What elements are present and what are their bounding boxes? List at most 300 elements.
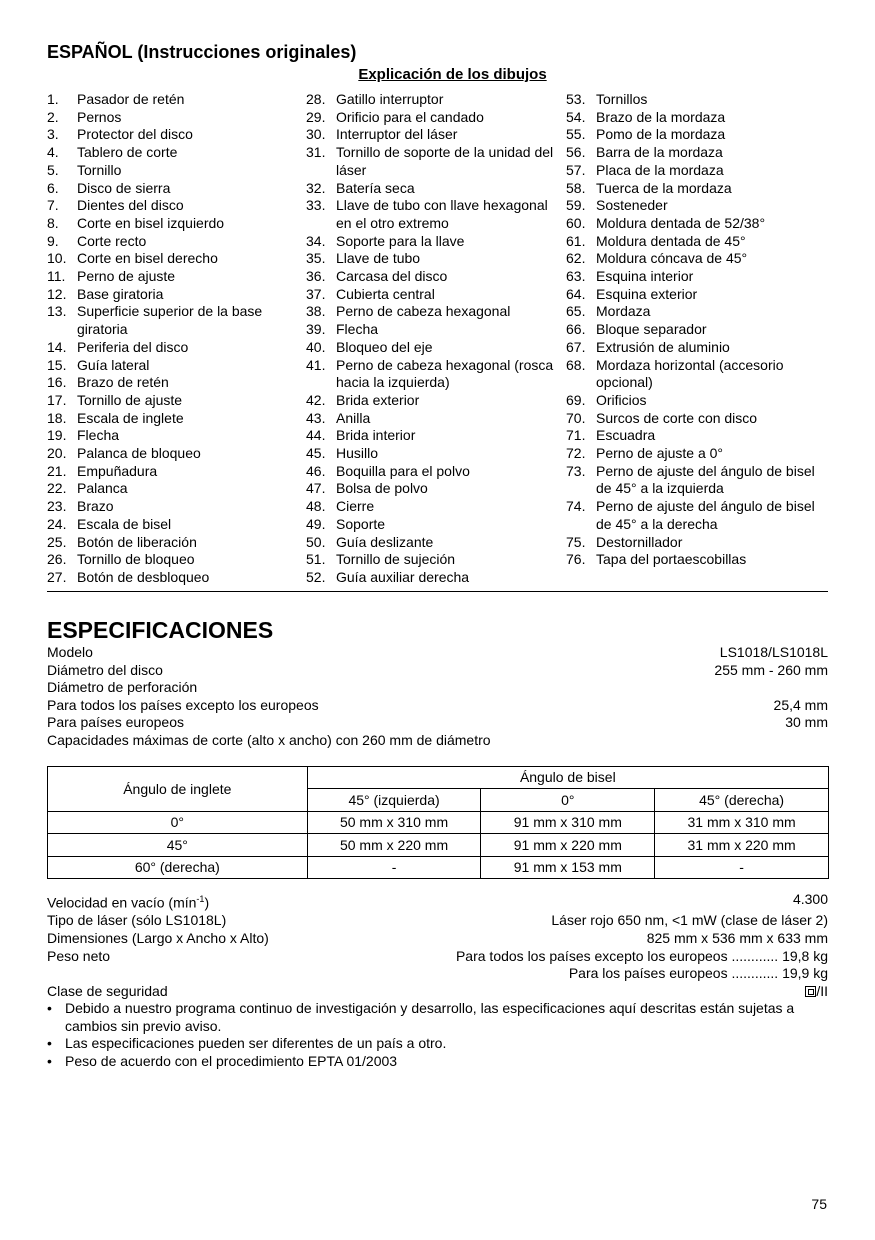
- legend-item-number: 67.: [566, 338, 586, 355]
- spec-notes: [47, 1000, 828, 1070]
- spec-label: Capacidades máximas de corte (alto x ancho) con 260 mm de diámetro: [47, 731, 491, 748]
- legend-item-label: Botón de liberación: [77, 533, 197, 550]
- legend-item-number: 5.: [47, 161, 59, 178]
- spec-value: Para todos los países excepto los europeos ............ 19,8 kg: [455, 947, 828, 964]
- legend-column-3: [566, 91, 828, 569]
- legend-item-number: 40.: [306, 338, 326, 355]
- legend-item: [306, 303, 561, 321]
- legend-item-number: 21.: [47, 462, 67, 479]
- legend-item: [306, 445, 561, 463]
- legend-item: [47, 286, 302, 304]
- legend-item-label: Cubierta central: [336, 285, 435, 302]
- legend-item-number: 73.: [566, 462, 586, 479]
- legend-item: [47, 215, 302, 233]
- legend-item-number: 2.: [47, 108, 59, 125]
- spec-row-weight-eu: [47, 965, 828, 983]
- legend-item-number: 28.: [306, 91, 326, 107]
- legend-item-number: 4.: [47, 144, 59, 161]
- legend-item-label: Mordaza: [596, 303, 651, 320]
- legend-item-number: 22.: [47, 480, 67, 497]
- legend-item: [566, 250, 828, 268]
- legend-item-number: 71.: [566, 427, 586, 444]
- legend-item-label: Base giratoria: [77, 285, 164, 302]
- legend-item: [566, 445, 828, 463]
- legend-item: [566, 215, 828, 233]
- legend-item: [566, 357, 828, 392]
- spec-value: Láser rojo 650 nm, <1 mW (clase de láser 2): [551, 912, 828, 929]
- legend-item-number: 47.: [306, 480, 326, 497]
- legend-item: [306, 569, 561, 587]
- list-item: • Peso de acuerdo con el procedimiento EPTA 01/2003: [47, 1053, 398, 1070]
- legend-item-number: 58.: [566, 179, 586, 196]
- table-cell: 50 mm x 310 mm: [307, 811, 481, 834]
- table-row: [48, 834, 829, 857]
- spec-row-safety: [47, 983, 828, 1001]
- legend-item: [566, 233, 828, 251]
- legend-item-label: Palanca: [77, 480, 128, 497]
- legend-item-number: 66.: [566, 321, 586, 338]
- legend-item: [47, 357, 302, 375]
- legend-item-label: Tornillos: [596, 91, 648, 107]
- legend-item: [47, 268, 302, 286]
- table-row: [48, 811, 829, 834]
- legend-item-number: 32.: [306, 179, 326, 196]
- legend-item-number: 42.: [306, 391, 326, 408]
- legend-item-number: 23.: [47, 498, 67, 515]
- legend-item-label: Gatillo interruptor: [336, 91, 444, 107]
- spec-label: Diámetro de perforación: [47, 679, 198, 696]
- legend-item-number: 41.: [306, 356, 326, 373]
- legend-item-number: 18.: [47, 409, 67, 426]
- legend-item-label: Bolsa de polvo: [336, 480, 428, 497]
- legend-item-label: Brida interior: [336, 427, 416, 444]
- table-cell: 31 mm x 220 mm: [655, 834, 829, 857]
- legend-item-number: 48.: [306, 498, 326, 515]
- legend-item-label: Barra de la mordaza: [596, 144, 723, 161]
- legend-item-number: 62.: [566, 250, 586, 267]
- spec-row-speed: [47, 891, 828, 912]
- drawings-title: Explicación de los dibujos: [358, 66, 547, 83]
- legend-item: [47, 392, 302, 410]
- spec-row-laser: [47, 912, 828, 930]
- spec-row-capacity: [47, 732, 828, 750]
- legend-item: [47, 498, 302, 516]
- legend-item-label: Corte en bisel derecho: [77, 250, 218, 267]
- legend-item-number: 33.: [306, 197, 326, 214]
- legend-item: [47, 410, 302, 428]
- legend-item-label: Pomo de la mordaza: [596, 126, 726, 143]
- legend-item: [47, 551, 302, 569]
- spec-row-disc: [47, 662, 828, 680]
- legend-item: [306, 250, 561, 268]
- legend-item: [47, 463, 302, 481]
- spec-label: Para todos los países excepto los europeos: [47, 696, 319, 713]
- legend-item: [306, 180, 561, 198]
- bullet: •: [47, 1053, 52, 1070]
- legend-item: [306, 516, 561, 534]
- specs-title: ESPECIFICACIONES: [47, 617, 274, 643]
- legend-item: [566, 180, 828, 198]
- spec-label: Clase de seguridad: [47, 982, 168, 999]
- legend-item-label: Moldura cóncava de 45°: [596, 250, 748, 267]
- bullet: •: [47, 1000, 52, 1017]
- legend-item-label: Batería seca: [336, 179, 415, 196]
- legend-item-label: Corte recto: [77, 232, 147, 249]
- legend-item: [566, 498, 828, 533]
- legend-item-number: 57.: [566, 161, 586, 178]
- legend-item-label: Moldura dentada de 45°: [596, 232, 746, 249]
- bullet: •: [47, 1035, 52, 1052]
- legend-item-number: 60.: [566, 214, 586, 231]
- table-cell: 31 mm x 310 mm: [655, 811, 829, 834]
- legend-item: [306, 463, 561, 481]
- legend-item: [306, 534, 561, 552]
- cutting-capacity-table: [47, 766, 829, 880]
- legend-item-label: Soporte: [336, 515, 386, 532]
- legend-item: [47, 126, 302, 144]
- legend-item-number: 30.: [306, 126, 326, 143]
- spec-label: Dimensiones (Largo x Ancho x Alto): [47, 929, 269, 946]
- legend-item: [47, 303, 302, 338]
- legend-item-label: Surcos de corte con disco: [596, 409, 758, 426]
- legend-item-label: Tuerca de la mordaza: [596, 179, 732, 196]
- legend-item-number: 69.: [566, 391, 586, 408]
- legend-item-number: 44.: [306, 427, 326, 444]
- legend-column-1: [47, 91, 302, 587]
- spec-value: 255 mm - 260 mm: [714, 661, 828, 678]
- legend-item-number: 39.: [306, 321, 326, 338]
- legend-item-label: Perno de cabeza hexagonal: [336, 303, 511, 320]
- legend-item-number: 6.: [47, 179, 59, 196]
- spec-row-bore-eu: [47, 714, 828, 732]
- legend-item-number: 64.: [566, 285, 586, 302]
- legend-item-label: Superficie superior de la base giratoria: [77, 303, 263, 338]
- legend-item-label: Placa de la mordaza: [596, 161, 724, 178]
- legend-item-number: 59.: [566, 197, 586, 214]
- bevel-col-header: 0°: [481, 789, 655, 812]
- legend-item-number: 14.: [47, 338, 67, 355]
- legend-item-label: Tablero de corte: [77, 144, 178, 161]
- legend-item: [47, 516, 302, 534]
- legend-item: [566, 551, 828, 569]
- legend-item-label: Llave de tubo con llave hexagonal en el otro extremo: [336, 197, 548, 231]
- legend-item-label: Llave de tubo: [336, 250, 421, 267]
- legend-item-label: Soporte para la llave: [336, 232, 465, 249]
- legend-item: [566, 162, 828, 180]
- legend-item: [306, 126, 561, 144]
- legend-item: [306, 197, 561, 232]
- legend-item: [306, 480, 561, 498]
- legend-item-number: 46.: [306, 462, 326, 479]
- legend-columns: [47, 91, 828, 591]
- legend-item-number: 17.: [47, 391, 67, 408]
- table-cell: 0°: [48, 811, 308, 834]
- legend-item-label: Carcasa del disco: [336, 268, 448, 285]
- legend-item: [47, 250, 302, 268]
- legend-item: [306, 233, 561, 251]
- legend-item-number: 9.: [47, 232, 59, 249]
- legend-item-label: Protector del disco: [77, 126, 193, 143]
- legend-item-number: 20.: [47, 445, 67, 462]
- legend-item: [47, 144, 302, 162]
- legend-item-label: Brazo de la mordaza: [596, 108, 726, 125]
- legend-item-number: 16.: [47, 374, 67, 391]
- spec-value: /II: [805, 983, 828, 1001]
- legend-item: [306, 551, 561, 569]
- legend-item-label: Extrusión de aluminio: [596, 338, 730, 355]
- legend-item-label: Orificios: [596, 391, 647, 408]
- legend-item-number: 1.: [47, 91, 59, 107]
- legend-item-label: Esquina exterior: [596, 285, 698, 302]
- legend-item-number: 15.: [47, 356, 67, 373]
- section-divider: [47, 591, 828, 592]
- legend-item: [306, 498, 561, 516]
- legend-item-number: 36.: [306, 268, 326, 285]
- legend-item: [566, 392, 828, 410]
- legend-item-number: 25.: [47, 533, 67, 550]
- spec-value: 30 mm: [785, 714, 828, 731]
- legend-item-label: Orificio para el candado: [336, 108, 484, 125]
- legend-item-label: Escala de inglete: [77, 409, 184, 426]
- legend-item: [47, 197, 302, 215]
- legend-item-label: Disco de sierra: [77, 179, 171, 196]
- spec-row-bore: [47, 679, 828, 697]
- legend-item-label: Bloqueo del eje: [336, 338, 433, 355]
- legend-item-number: 13.: [47, 303, 67, 320]
- legend-item: [47, 445, 302, 463]
- table-cell: 60° (derecha): [48, 856, 308, 879]
- legend-item-label: Perno de ajuste del ángulo de bisel de 45° a la derecha: [596, 498, 815, 532]
- legend-item: [306, 410, 561, 428]
- legend-item-label: Flecha: [77, 427, 120, 444]
- legend-item-number: 56.: [566, 144, 586, 161]
- legend-item-label: Anilla: [336, 409, 371, 426]
- legend-item: [566, 91, 828, 109]
- legend-item-label: Moldura dentada de 52/38°: [596, 214, 766, 231]
- spec-label: Diámetro del disco: [47, 661, 163, 678]
- table-cell: 91 mm x 153 mm: [481, 856, 655, 879]
- legend-item: [566, 339, 828, 357]
- legend-item: [47, 374, 302, 392]
- legend-item-label: Bloque separador: [596, 321, 707, 338]
- legend-item-label: Brida exterior: [336, 391, 420, 408]
- legend-item-label: Guía deslizante: [336, 533, 434, 550]
- legend-item: [306, 144, 561, 179]
- legend-item: [566, 197, 828, 215]
- legend-item: [566, 534, 828, 552]
- legend-item-number: 70.: [566, 409, 586, 426]
- bevel-angle-header: Ángulo de bisel: [307, 766, 828, 789]
- legend-item: [566, 286, 828, 304]
- miter-angle-header: Ángulo de inglete: [48, 766, 308, 811]
- legend-item-label: Escuadra: [596, 427, 656, 444]
- table-cell: 91 mm x 220 mm: [481, 834, 655, 857]
- legend-item-label: Palanca de bloqueo: [77, 445, 201, 462]
- list-item: • Las especificaciones pueden ser diferentes de un país a otro.: [47, 1035, 447, 1052]
- legend-item: [306, 392, 561, 410]
- legend-item-number: 10.: [47, 250, 67, 267]
- legend-item: [47, 480, 302, 498]
- spec-row-weight: [47, 948, 828, 966]
- legend-item-label: Brazo: [77, 498, 114, 515]
- spec-label: Para países europeos: [47, 714, 184, 731]
- legend-item-number: 50.: [306, 533, 326, 550]
- legend-item: [306, 427, 561, 445]
- spec-row-dimensions: [47, 930, 828, 948]
- legend-item-label: Interruptor del láser: [336, 126, 458, 143]
- legend-item: [566, 463, 828, 498]
- legend-item-label: Boquilla para el polvo: [336, 462, 470, 479]
- legend-item-number: 45.: [306, 445, 326, 462]
- spec-value: LS1018/LS1018L: [719, 644, 828, 660]
- legend-item-label: Tornillo de bloqueo: [77, 551, 195, 568]
- double-insulation-icon: [805, 986, 816, 997]
- legend-item: [566, 321, 828, 339]
- legend-item-label: Dientes del disco: [77, 197, 184, 214]
- legend-item-number: 43.: [306, 409, 326, 426]
- legend-item-label: Tornillo: [77, 161, 122, 178]
- spec-value: 825 mm x 536 mm x 633 mm: [646, 929, 828, 946]
- legend-item-number: 35.: [306, 250, 326, 267]
- legend-item-number: 74.: [566, 498, 586, 515]
- legend-column-2: [306, 91, 561, 587]
- legend-item: [566, 109, 828, 127]
- legend-item-number: 49.: [306, 515, 326, 532]
- legend-item: [566, 427, 828, 445]
- spec-label: Velocidad en vacío (mín$^{-1}$): [47, 894, 210, 911]
- legend-item-label: Perno de ajuste a 0°: [596, 445, 724, 462]
- legend-item-label: Botón de desbloqueo: [77, 568, 210, 585]
- spec-value: 25,4 mm: [773, 696, 828, 713]
- table-cell: 50 mm x 220 mm: [307, 834, 481, 857]
- legend-item-number: 54.: [566, 108, 586, 125]
- legend-item-label: Periferia del disco: [77, 338, 189, 355]
- legend-item-number: 72.: [566, 445, 586, 462]
- legend-item-label: Esquina interior: [596, 268, 694, 285]
- legend-item: [47, 180, 302, 198]
- legend-item-number: 53.: [566, 91, 586, 107]
- legend-item-number: 51.: [306, 551, 326, 568]
- legend-item-number: 12.: [47, 285, 67, 302]
- legend-item-label: Tapa del portaescobillas: [596, 551, 747, 568]
- spec-value: Para los países europeos ............ 19,9 kg: [568, 965, 828, 982]
- legend-item-number: 37.: [306, 285, 326, 302]
- legend-item-number: 75.: [566, 533, 586, 550]
- legend-item: [306, 109, 561, 127]
- legend-item-number: 68.: [566, 356, 586, 373]
- legend-item-number: 24.: [47, 515, 67, 532]
- legend-item-number: 34.: [306, 232, 326, 249]
- legend-item-label: Empuñadura: [77, 462, 158, 479]
- legend-item: [566, 126, 828, 144]
- legend-item-number: 31.: [306, 144, 326, 161]
- legend-item-label: Pasador de retén: [77, 91, 185, 107]
- spec-label: Peso neto: [47, 947, 111, 964]
- legend-item: [306, 91, 561, 109]
- legend-item-number: 52.: [306, 568, 326, 585]
- table-cell: -: [655, 856, 829, 879]
- legend-item: [47, 162, 302, 180]
- legend-item-number: 19.: [47, 427, 67, 444]
- spec-row-bore-non-eu: [47, 697, 828, 715]
- spec-label: Tipo de láser (sólo LS1018L): [47, 912, 227, 929]
- legend-item: [306, 321, 561, 339]
- bevel-col-header: 45° (izquierda): [307, 789, 481, 812]
- spec-row-model: [47, 644, 828, 662]
- legend-item-number: 29.: [306, 108, 326, 125]
- legend-item-label: Perno de ajuste del ángulo de bisel de 45° a la izquierda: [596, 462, 815, 497]
- legend-item: [566, 410, 828, 428]
- legend-item-label: Guía auxiliar derecha: [336, 568, 470, 585]
- legend-item: [306, 339, 561, 357]
- legend-item-label: Perno de cabeza hexagonal (rosca hacia la izquierda): [336, 356, 554, 391]
- page-number: 75: [811, 1196, 827, 1212]
- legend-item: [566, 144, 828, 162]
- legend-item-label: Pernos: [77, 108, 122, 125]
- legend-item-number: 38.: [306, 303, 326, 320]
- legend-item-number: 27.: [47, 568, 67, 585]
- legend-item: [47, 534, 302, 552]
- legend-item-number: 26.: [47, 551, 67, 568]
- legend-item-label: Escala de bisel: [77, 515, 172, 532]
- legend-item: [306, 286, 561, 304]
- table-cell: 91 mm x 310 mm: [481, 811, 655, 834]
- document-page: [47, 40, 828, 1071]
- legend-item-label: Perno de ajuste: [77, 268, 176, 285]
- legend-item: [47, 569, 302, 587]
- list-item: • Debido a nuestro programa continuo de investigación y desarrollo, las especificaciones aquí descritas están sujetas a cambios sin previo aviso.: [47, 1000, 795, 1034]
- legend-item-number: 7.: [47, 197, 59, 214]
- language-title: ESPAÑOL (Instrucciones originales): [47, 42, 357, 62]
- legend-item-number: 3.: [47, 126, 59, 143]
- legend-item-label: Destornillador: [596, 533, 683, 550]
- legend-item: [566, 303, 828, 321]
- legend-item-label: Corte en bisel izquierdo: [77, 214, 225, 231]
- legend-item-label: Mordaza horizontal (accesorio opcional): [596, 356, 784, 391]
- legend-item: [47, 233, 302, 251]
- table-cell: 45°: [48, 834, 308, 857]
- legend-item-label: Guía lateral: [77, 356, 150, 373]
- legend-item: [306, 268, 561, 286]
- legend-item-label: Husillo: [336, 445, 379, 462]
- legend-item: [306, 357, 561, 392]
- legend-item-number: 61.: [566, 232, 586, 249]
- legend-item: [566, 268, 828, 286]
- legend-item-number: 11.: [47, 268, 66, 285]
- bevel-col-header: 45° (derecha): [655, 789, 829, 812]
- spec-label: Modelo: [47, 644, 93, 660]
- legend-item: [47, 109, 302, 127]
- table-row: [48, 856, 829, 879]
- legend-item-label: Tornillo de soporte de la unidad del láser: [336, 144, 554, 178]
- spec-value: 4.300: [792, 891, 828, 908]
- legend-item-label: Flecha: [336, 321, 379, 338]
- legend-item-number: 76.: [566, 551, 586, 568]
- legend-item-number: 65.: [566, 303, 586, 320]
- legend-item-number: 8.: [47, 214, 59, 231]
- legend-item: [47, 427, 302, 445]
- legend-item: [47, 91, 302, 109]
- legend-item-label: Cierre: [336, 498, 375, 515]
- table-cell: -: [307, 856, 481, 879]
- legend-item-number: 63.: [566, 268, 586, 285]
- legend-item-number: 55.: [566, 126, 586, 143]
- legend-item-label: Tornillo de ajuste: [77, 391, 183, 408]
- legend-item-label: Tornillo de sujeción: [336, 551, 456, 568]
- legend-item-label: Sosteneder: [596, 197, 668, 214]
- legend-item: [47, 339, 302, 357]
- legend-item-label: Brazo de retén: [77, 374, 169, 391]
